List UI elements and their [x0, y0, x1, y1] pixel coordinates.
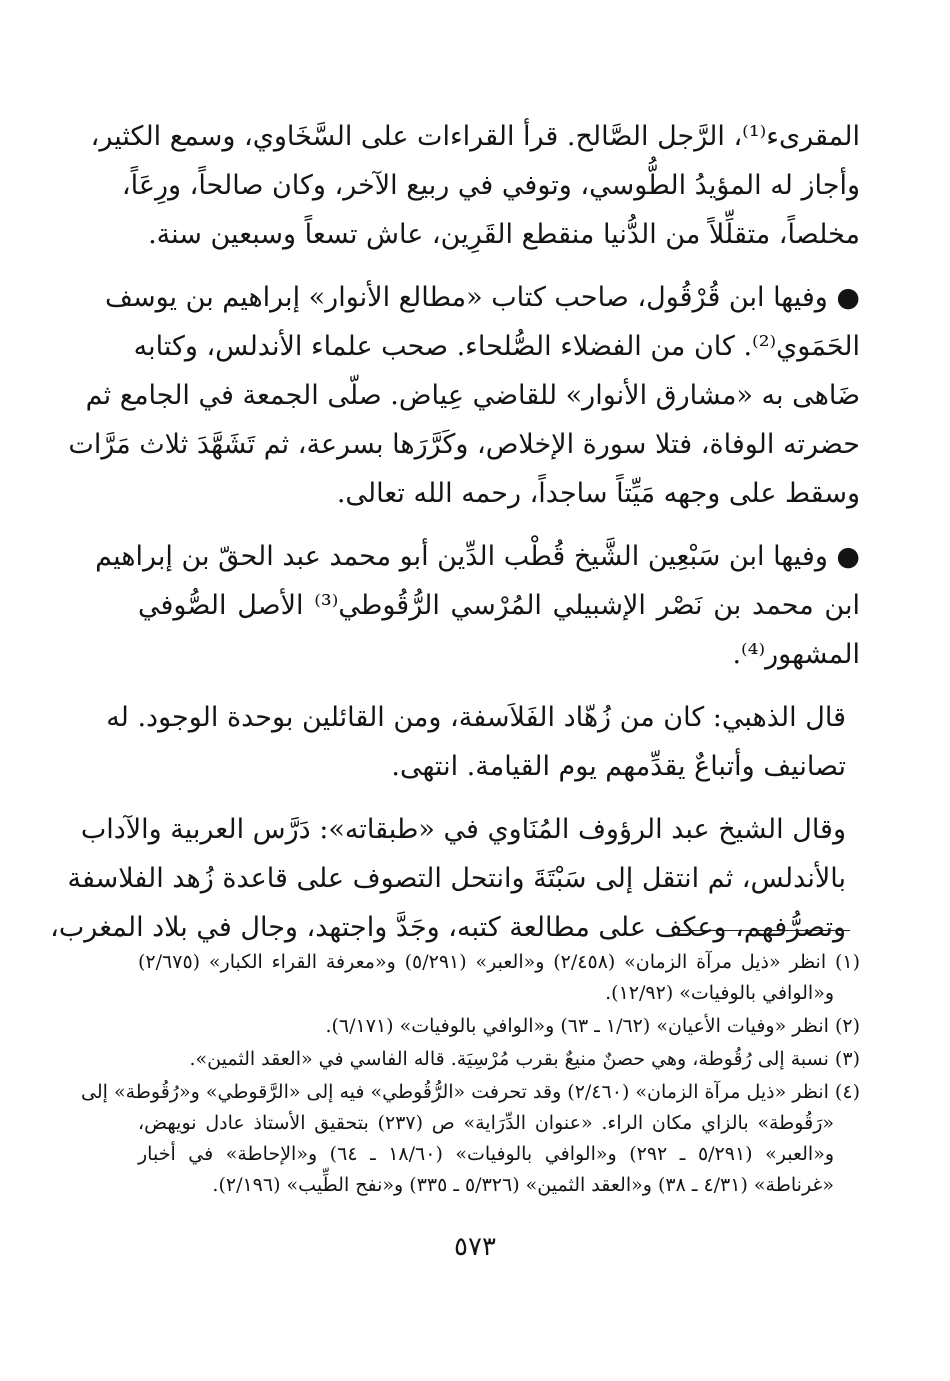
text-line: قال الذهبي: كان من زُهّاد الفَلاَسفة، ومن القائلين بوحدة الوجود. له	[106, 702, 846, 733]
footnote-line: (٤) انظر «ذيل مرآة الزمان» (٢/٤٦٠) وقد تحرفت «الرُّقُوطي» فيه إلى «الرَّقوطي» و«رُقُوطة» إلى	[81, 1081, 860, 1103]
text-line: تصانيف وأتباعٌ يقدِّمهم يوم القيامة. انتهى.	[391, 751, 846, 782]
text-line: وأجاز له المؤيدُ الطُّوسي، وتوفي في ربيع الآخر، وكان صالحاً، ورِعَاً،	[121, 170, 860, 201]
footnote-line: (٢) انظر «وفيات الأعيان» (١/٦٢ ـ ٦٣) و«الوافي بالوفيات» (٦/١٧١).	[325, 1015, 860, 1037]
text-line: المقرىء⁽¹⁾، الرَّجل الصَّالح. قرأ القراءات على السَّخَاوي، وسمع الكثير،	[90, 121, 860, 152]
text-line: وتصرُّفهم، وعكف على مطالعة كتبه، وجَدَّ واجتهد، وجال في بلاد المغرب،	[50, 912, 846, 943]
footnote-line: و«الوافي بالوفيات» (١٢/٩٢).	[605, 982, 834, 1004]
footnote-line: «رَقُوطة» بالزاي مكان الراء. «عنوان الدِّرَاية» ص (٢٣٧) بتحقيق الأستاذ عادل نويهض،	[138, 1112, 835, 1134]
main-text	[50, 112, 860, 966]
footnote-separator	[680, 930, 850, 931]
text-line: الحَمَوي⁽²⁾. كان من الفضلاء الصُّلحاء. صحب علماء الأندلس، وكتابه	[133, 331, 860, 362]
text-line: حضرته الوفاة، فتلا سورة الإخلاص، وكَرَّرَها بسرعة، ثم تَشَهَّدَ ثلاث مَرَّات	[68, 429, 860, 460]
text-line: وقال الشيخ عبد الرؤوف المُنَاوي في «طبقاته»: دَرَّس العربية والآداب	[80, 814, 846, 845]
paragraph-muqri	[90, 112, 860, 259]
footnote-line: (١) انظر «ذيل مرآة الزمان» (٢/٤٥٨) و«العبر» (٥/٢٩١) و«معرفة القراء الكبار» (٢/٦٧٥)	[138, 951, 860, 973]
footnotes	[81, 947, 860, 1203]
footnote-line: (٣) نسبة إلى رُقُوطة، وهي حصنٌ منيعٌ بقرب مُرْسِيَة. قاله الفاسي في «العقد الثمين».	[189, 1048, 860, 1070]
page-number: ٥٧٣	[454, 1232, 496, 1262]
footnote-1	[138, 947, 860, 1009]
text-line: ● وفيها ابن سَبْعِين الشَّيخ قُطْب الدِّين أبو محمد عبد الحقّ بن إبراهيم	[95, 541, 860, 572]
text-line: ابن محمد بن نَصْر الإشبيلي المُرْسي الرُّقُوطي⁽³⁾ الأصل الصُّوفي	[138, 590, 860, 621]
text-line: بالأندلس، ثم انتقل إلى سَبْتَةَ وانتحل التصوف على قاعدة زُهد الفلاسفة	[67, 863, 846, 894]
paragraph-ibn-qurqul	[68, 273, 860, 518]
footnote-4	[81, 1077, 860, 1201]
text-line: وسقط على وجهه مَيِّتاً ساجداً، رحمه الله تعالى.	[336, 478, 860, 509]
text-line: المشهور⁽⁴⁾.	[732, 639, 860, 670]
text-line: مخلصاً، متقلِّلاً من الدُّنيا منقطع القَرِين، عاش تسعاً وسبعين سنة.	[148, 219, 860, 250]
text-line: ● وفيها ابن قُرْقُول، صاحب كتاب «مطالع الأنوار» إبراهيم بن يوسف	[105, 282, 860, 313]
footnote-line: «غرناطة» (٤/٣١ ـ ٣٨) و«العقد الثمين» (٥/٣٢٦ ـ ٣٣٥) و«نفح الطِّيب» (٢/١٩٦).	[212, 1174, 834, 1196]
footnote-line: و«العبر» (٥/٢٩١ ـ ٢٩٢) و«الوافي بالوفيات» (١٨/٦٠ ـ ٦٤) و«الإحاطة» في أخبار	[138, 1143, 835, 1165]
paragraph-ibn-sabin	[95, 532, 860, 679]
text-line: ضَاهى به «مشارق الأنوار» للقاضي عِياض. صلّى الجمعة في الجامع ثم	[85, 380, 860, 411]
paragraph-dhahabi	[106, 693, 860, 791]
footnote-2	[138, 1011, 860, 1042]
footnote-3	[138, 1044, 860, 1075]
